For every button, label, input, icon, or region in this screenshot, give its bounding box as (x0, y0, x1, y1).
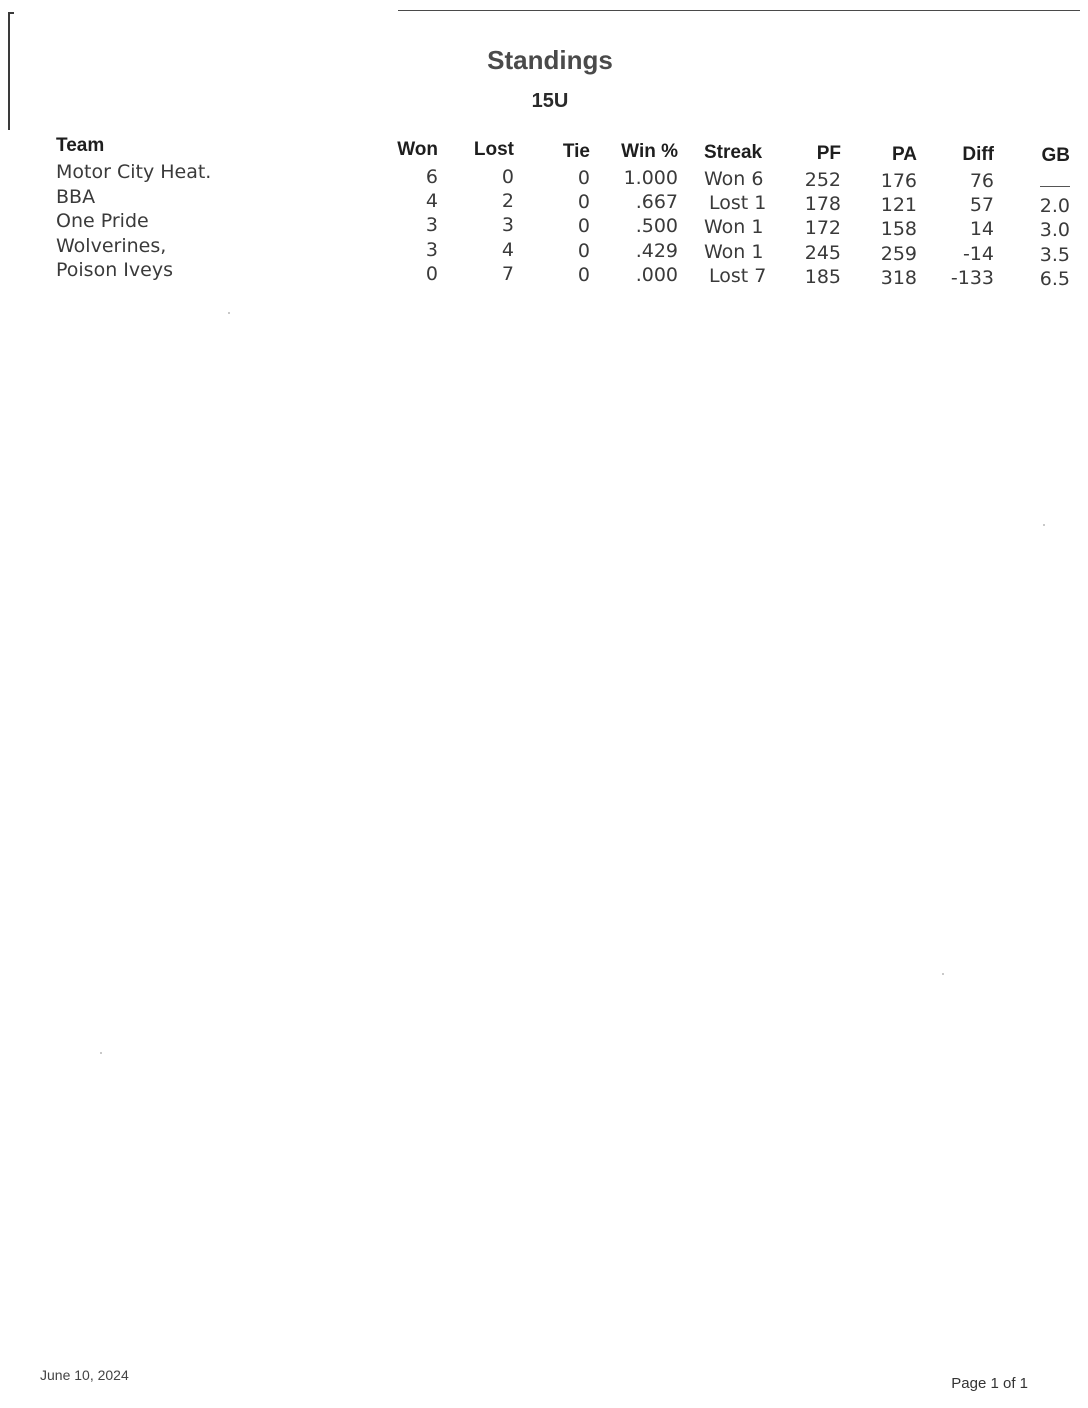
cell-lost: 0 (501, 166, 514, 188)
cell-won: 0 (425, 263, 438, 285)
cell-gb: 3.5 (1039, 244, 1070, 266)
footer-date: June 10, 2024 (40, 1367, 129, 1383)
cell-team: BBA (56, 186, 96, 208)
cell-lost: 7 (501, 263, 514, 285)
header-gb: GB (1041, 145, 1070, 166)
cell-won: 4 (425, 190, 438, 212)
cell-pa: 318 (880, 267, 917, 289)
cell-pa: 158 (880, 218, 917, 240)
cell-lost: 4 (501, 239, 514, 261)
cell-diff: 76 (969, 170, 994, 192)
header-streak: Streak (704, 142, 763, 163)
header-tie: Tie (562, 141, 590, 162)
cell-pf: 252 (804, 169, 841, 191)
cell-team: Wolverines, (56, 235, 167, 257)
cell-tie: 0 (577, 264, 590, 286)
header-team: Team (56, 135, 105, 156)
cell-streak: Won 6 (704, 168, 764, 190)
header-win-pct: Win % (621, 141, 678, 162)
cell-pa: 176 (880, 170, 917, 192)
scan-speck (228, 312, 230, 314)
cell-win-pct: 1.000 (623, 167, 678, 189)
scan-top-rule (398, 10, 1080, 11)
cell-streak: Lost 1 (709, 192, 767, 214)
cell-streak: Won 1 (704, 216, 764, 238)
cell-team: One Pride (56, 210, 149, 232)
cell-pf: 185 (804, 266, 841, 288)
scan-speck (942, 973, 944, 975)
scan-speck (1043, 524, 1045, 526)
cell-streak: Won 1 (704, 241, 764, 263)
cell-win-pct: .500 (635, 215, 678, 237)
scan-speck (100, 1052, 102, 1054)
cell-pa: 121 (880, 194, 917, 216)
cell-diff: 57 (969, 194, 994, 216)
cell-streak: Lost 7 (709, 265, 767, 287)
cell-won: 3 (425, 239, 438, 261)
cell-diff: -133 (950, 267, 994, 289)
cell-tie: 0 (577, 240, 590, 262)
header-pf: PF (816, 143, 841, 164)
page-title: Standings (487, 45, 613, 75)
cell-win-pct: .000 (635, 264, 678, 286)
cell-diff: 14 (969, 218, 994, 240)
cell-win-pct: .667 (635, 191, 678, 213)
cell-pa: 259 (880, 243, 917, 265)
cell-team: Poison Iveys (56, 259, 173, 281)
cell-pf: 245 (804, 242, 841, 264)
cell-pf: 178 (804, 193, 841, 215)
scan-left-edge-tick (8, 12, 14, 14)
cell-won: 6 (425, 166, 438, 188)
cell-won: 3 (425, 214, 438, 236)
cell-gb: 3.0 (1039, 219, 1070, 241)
cell-lost: 3 (501, 214, 514, 236)
cell-tie: 0 (577, 215, 590, 237)
cell-gb: 2.0 (1039, 195, 1070, 217)
header-won: Won (397, 139, 438, 160)
cell-team: Motor City Heat. (56, 161, 212, 183)
gb-leader-dash (1040, 186, 1070, 187)
cell-lost: 2 (501, 190, 514, 212)
header-lost: Lost (473, 139, 514, 160)
cell-win-pct: .429 (635, 240, 678, 262)
cell-diff: -14 (962, 243, 994, 265)
cell-tie: 0 (577, 191, 590, 213)
cell-gb: 6.5 (1039, 268, 1070, 290)
cell-tie: 0 (577, 167, 590, 189)
cell-pf: 172 (804, 217, 841, 239)
header-diff: Diff (962, 144, 994, 165)
division-subtitle: 15U (531, 90, 569, 112)
footer-page-number: Page 1 of 1 (951, 1375, 1028, 1392)
header-pa: PA (892, 144, 917, 165)
